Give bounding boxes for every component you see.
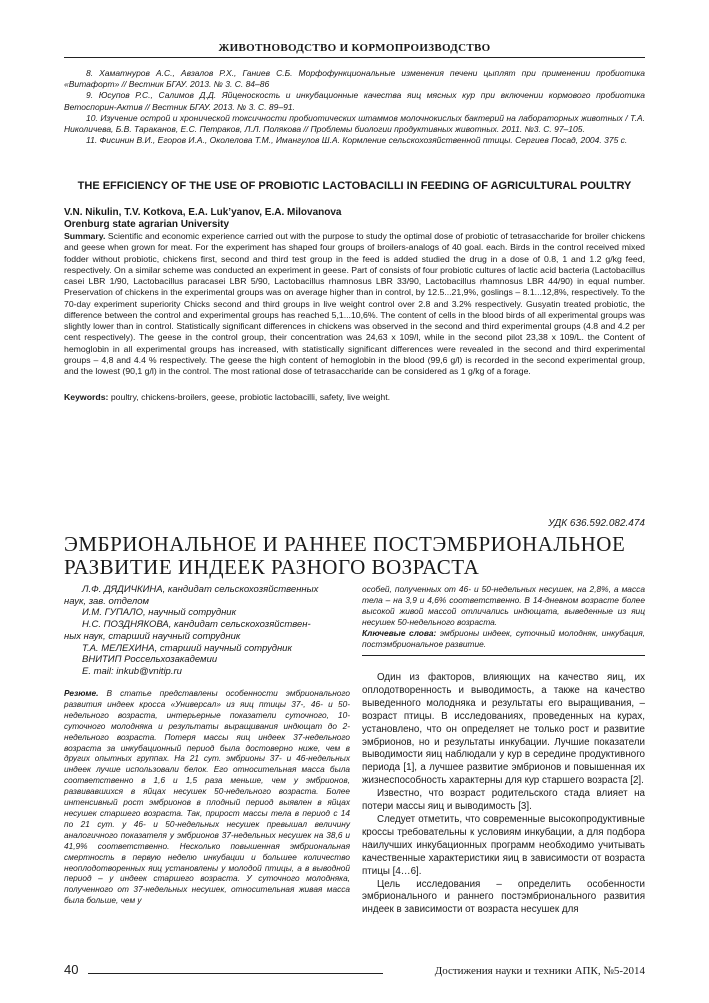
author-block	[64, 584, 350, 678]
summary-label: Summary.	[64, 231, 106, 241]
footer-rule	[88, 973, 383, 974]
keywords-ru-label: Ключевые слова:	[362, 628, 437, 638]
udk-code: УДК 636.592.082.474	[548, 518, 645, 529]
journal-name: Достижения науки и техники АПК, №5-2014	[434, 965, 645, 977]
author-line: Л.Ф. ДЯДИЧКИНА, кандидат сельскохозяйственных	[82, 584, 319, 595]
author-line: наук, зав. отделом	[64, 595, 150, 607]
abstract-continuation-block	[362, 584, 645, 650]
body-paragraph: Следует отметить, что современные высокопродуктивные кроссы требовательны к условиям инкубации, а для подбора наилучших инкубационных программ необходимо учитывать качественные характеристики яиц в зависимости от возраста птицы [4…6].	[362, 813, 645, 877]
abstract-continuation: особей, полученных от 46- и 50-недельных несушек, на 2,8%, а масса тела – на 3,9 и 4,6% соответственно. В 14-дневном возрасте более высокой живой массой отличались индющата, выведенные из яиц несушек 50-недельного возраста.	[362, 584, 645, 627]
english-authors: V.N. Nikulin, T.V. Kotkova, E.A. Luk’yanov, E.A. Milovanova	[64, 207, 342, 218]
title-line: ЭМБРИОНАЛЬНОЕ И РАННЕЕ ПОСТЭМБРИОНАЛЬНОЕ	[64, 532, 626, 556]
author-line: Н.С. ПОЗДНЯКОВА, кандидат сельскохозяйствен-	[82, 619, 311, 631]
keywords-text: poultry, chickens-broilers, geese, probiotic lactobacilli, safety, live weight.	[110, 392, 391, 402]
author-line: E. mail: inkub@vnitip.ru	[82, 665, 182, 677]
russian-abstract	[64, 688, 350, 906]
reference-item: 8. Хаматнуров А.С., Авзалов Р.Х., Ганиев С.Б. Морфофункциональные изменения печени цыплят при применении пробиотика «Витафорт» // Вестник БГАУ. 2013. № 3. С. 84–86	[64, 68, 645, 90]
abstract-label: Резюме.	[64, 688, 99, 698]
title-line: РАЗВИТИЕ ИНДЕЕК РАЗНОГО ВОЗРАСТА	[64, 555, 480, 579]
english-summary	[64, 231, 645, 377]
author-line: И.М. ГУПАЛО, научный сотрудник	[82, 607, 237, 619]
body-paragraph: Один из факторов, влияющих на качество яиц, их оплодотворенность и выводимость, а также на качество выведенного молодняка и результаты его выращивания, – возраст птицы. В исследованиях, проведенных на курах, установлено, что он определяет не только рост и развитие эмбрионов, но и результаты инкубации. Лучшие показатели выводимости яиц наблюдали у кур в середине продуктивного периода [1], а лучшее развитие эмбрионов и повышенная их жизнеспособность характерны для кур старшего возраста [2].	[362, 672, 645, 787]
author-line: Т.А. МЕЛЕХИНА, старший научный сотрудник	[82, 642, 292, 654]
author-line: ных наук, старший научный сотрудник	[64, 630, 241, 642]
reference-item: 10. Изучение острой и хронической токсичности пробиотических штаммов молочнокислых бактерий на лабораторных животных / Т.А. Николичева, Б.В. Тараканов, Е.С. Петраков, Л.Л. Полякова // Проблемы биологии продуктивных животных. 2011. №3. С. 97–105.	[64, 112, 645, 135]
english-keywords	[64, 392, 645, 403]
keywords-ru-text: эмбрионы индеек, суточный молодняк, инкубация, постэмбриональное развитие.	[362, 628, 646, 649]
reference-item: 9. Юсупов Р.С., Салимов Д.Д. Яйценоскость и инкубационные качества яиц мясных кур при включении кормового пробиотика Ветоспорин-Актив // Вестник БГАУ. 2013. № 3. С. 89–91.	[64, 90, 645, 112]
article-body	[362, 672, 645, 917]
summary-text: Scientific and economic experience carried out with the purpose to study the optimal dose of probiotic of tetrasaccharide for broiler chickens and geese when grown for meat. For the experiment has shaped four groups of broilers-analogs of 40 goal. each. Birds in the control received mixed fodder without probiotic, chickens first, second and third test group in the feed is added studied the drug in a dose of 0.8, 1 and 1.2 g/kg feed, respectively. On a similar scheme was conducted an experiment in geese. Part of consists of four probiotic cultures of lactic acid bacteria (Lactobacillus casei LBR 1/90, Lactobacillus paracasei LBR 5/90, Lactobacillus rhamnosus LBR 33/90, Lactobacillus rhamnosus LBR 44/90) in equal number. Preservation of chickens in the experimental groups was on average higher than in control, by 12.5...21,9%, goslings – 8.1...12,8%, respectively. To the 70-day experiment superiority Chicks second and third groups in live weight control over 2.8 and 3.2% respectively. Gusyatin treated probiotic, the difference between the control and experimental groups has reached 5,1...10,6%. The content of cells in the blood birds of all experimental groups was slightly lower than in control. Statistically significant differences in chickens was observed in the second and third experimental groups (4.8 and 4.2 per cent respectively). The geese in the control group, their concentration was 24,63 x 109/l, while in the second pilot 23,38 x 109/L. the Content of hemoglobin in all experimental groups has increased, with statistically significant differences were revealed in the second and third experimental groups – 4,8 and 4.4 % respectively. The geese the high content of hemoglobin in the blood (99,6 g/l) is recorded in the second experimental group, and the lowest (90,1 g/l) in the control. The most rational dose of tetrasaccharide can be considered as 1 g/kg of a forage.	[64, 231, 645, 376]
body-paragraph: Цель исследования – определить особенности эмбрионального и раннего постэмбрионального развития индеек в зависимости от возраста несушек для	[362, 878, 645, 916]
abstract-text: В статье представлены особенности эмбрионального развития индеек кросса «Универсал» из яиц птицы 37-, 46- и 50-недельного возраста, интерьерные показатели суточного, 10-суточного молодняка и результаты выращивания индющат до 2-недельного возраста. Потеря массы яиц индеек 37-недельного возраста за инкубационный период была достоверно ниже, чем в других опытных группах. На 21 сут. эмбрионы 37- и 46-недельных индеек лучше использовали белок. Его относительная масса была соответственно в 1,6 и 1,5 раза меньше, чем у эмбрионов, развивавшихся в яйцах несушек 50-недельного возраста. Более интенсивный рост эмбрионов в плодный период выявлен в яйцах несушек старшего возраста. Так, прирост массы тела в период с 14 по 21 сут. у 46- и 50-недельных несушек превышал величину аналогичного показателя у эмбрионов 37-недельных несушек на 38,6 и 41,9% соответственно. Несколько повышенная эмбриональная смертность в первую неделю инкубации и большее количество неоплодотворенных яиц установлены у молодой птицы, а в выводной период – у индеек старшего возраста. У суточного молодняка, полученного от 37-недельных несушек, относительная живая масса была больше, чем у	[64, 688, 351, 906]
author-line: ВНИТИП Россельхозакадемии	[82, 654, 218, 666]
column-divider-rule	[362, 655, 645, 656]
english-title: THE EFFICIENCY OF THE USE OF PROBIOTIC LACTOBACILLI IN FEEDING OF AGRICULTURAL POULTRY	[77, 180, 632, 192]
article-title	[64, 533, 645, 579]
body-paragraph: Известно, что возраст родительского стада влияет на потери массы яиц и выводимость [3].	[362, 788, 645, 813]
page-number: 40	[64, 962, 79, 977]
reference-list	[64, 68, 645, 146]
running-head: ЖИВОТНОВОДСТВО И КОРМОПРОИЗВОДСТВО	[218, 42, 491, 54]
keywords-label: Keywords:	[64, 392, 109, 402]
reference-item: 11. Фисинин В.И., Егоров И.А., Околелова Т.М., Имангулов Ш.А. Кормление сельскохозяйственной птицы. Сергиев Посад, 2004. 375 с.	[86, 135, 628, 146]
english-affiliation: Orenburg state agrarian University	[64, 219, 230, 230]
header-rule	[64, 57, 645, 58]
